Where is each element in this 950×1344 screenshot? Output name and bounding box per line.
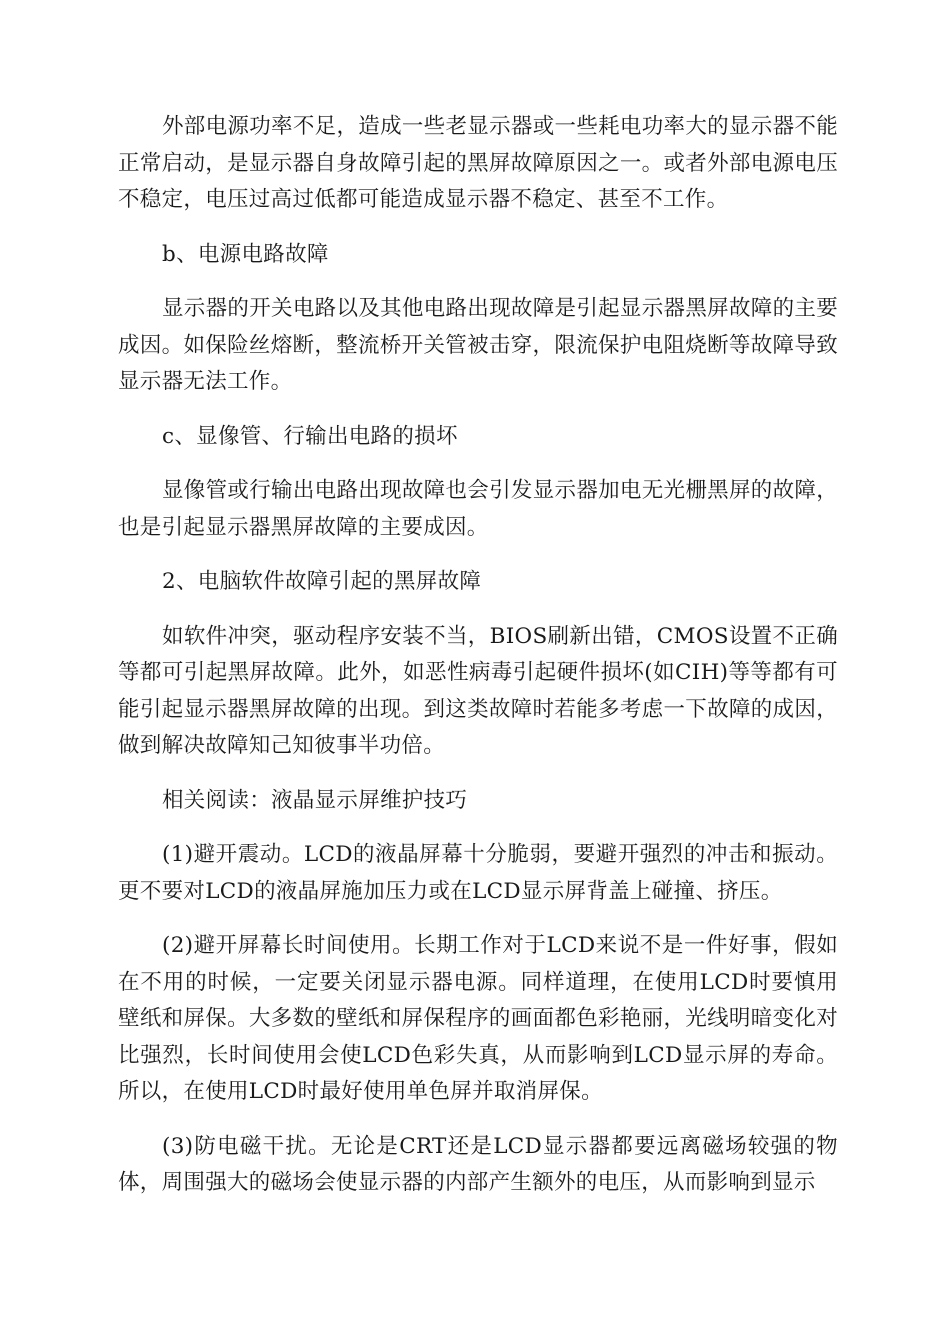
paragraph-software-fault: 如软件冲突，驱动程序安装不当，BIOS刷新出错，CMOS设置不正确等都可引起黑屏故障。此外，如恶性病毒引起硬件损坏(如CIH)等等都有可能引起显示器黑屏故障的出现。到这类故障时若能多考虑一下故障的成因，做到解决故障知己知彼事半功倍。: [118, 623, 838, 758]
heading-crt-flyback-damage: c、显像管、行输出电路的损坏: [162, 423, 458, 449]
heading-power-circuit-fault: b、电源电路故障: [162, 241, 329, 267]
heading-related-reading: 相关阅读：液晶显示屏维护技巧: [162, 787, 468, 813]
paragraph-tip-avoid-long-use: (2)避开屏幕长时间使用。长期工作对于LCD来说不是一件好事，假如在不用的时候，一定要关闭显示器电源。同样道理，在使用LCD时要慎用壁纸和屏保。大多数的壁纸和屏保程序的画面都色彩艳丽，光线明暗变化对比强烈，长时间使用会使LCD色彩失真，从而影响到LCD显示屏的寿命。所以，在使用LCD时最好使用单色屏并取消屏保。: [118, 933, 838, 1104]
heading-software-fault: 2、电脑软件故障引起的黑屏故障: [162, 569, 482, 594]
paragraph-tip-avoid-vibration: (1)避开震动。LCD的液晶屏幕十分脆弱，要避开强烈的冲击和振动。更不要对LCD的液晶屏施加压力或在LCD显示屏背盖上碰撞、挤压。: [118, 842, 838, 904]
paragraph-crt-flyback: 显像管或行输出电路出现故障也会引发显示器加电无光栅黑屏的故障，也是引起显示器黑屏故障的主要成因。: [118, 478, 838, 540]
paragraph-power-circuit: 显示器的开关电路以及其他电路出现故障是引起显示器黑屏故障的主要成因。如保险丝熔断，整流桥开关管被击穿，限流保护电阻烧断等故障导致显示器无法工作。: [118, 296, 838, 394]
paragraph-external-power: 外部电源功率不足，造成一些老显示器或一些耗电功率大的显示器不能正常启动，是显示器自身故障引起的黑屏故障原因之一。或者外部电源电压不稳定，电压过高过低都可能造成显示器不稳定、甚至不工作。: [118, 114, 838, 212]
document-body: [118, 109, 838, 1202]
paragraph-tip-emi: (3)防电磁干扰。无论是CRT还是LCD显示器都要远离磁场较强的物体，周围强大的磁场会使显示器的内部产生额外的电压，从而影响到显示: [118, 1133, 838, 1195]
